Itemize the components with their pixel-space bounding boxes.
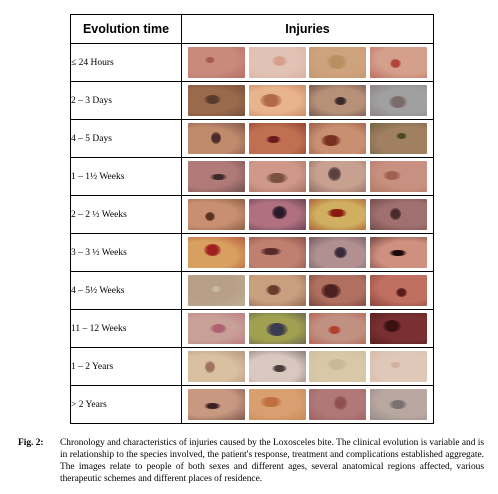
injury-photo	[249, 199, 306, 230]
lesion-mark	[383, 320, 401, 332]
injury-photo	[249, 47, 306, 78]
evolution-time-cell: 2 – 2 ½ Weeks	[71, 196, 182, 234]
lesion-mark	[396, 133, 407, 139]
lesion-mark	[266, 285, 281, 295]
table-row	[71, 234, 434, 272]
injury-photo	[188, 275, 245, 306]
table-row	[71, 272, 434, 310]
lesion-mark	[204, 244, 221, 256]
table-row	[71, 348, 434, 386]
injury-photo	[370, 199, 427, 230]
injury-photo	[309, 237, 366, 268]
table-row	[71, 386, 434, 424]
lesion-mark	[396, 288, 407, 297]
lesion-mark	[211, 132, 221, 144]
table-row	[71, 158, 434, 196]
lesion-mark	[211, 286, 221, 292]
injury-images-cell	[182, 310, 434, 348]
caption-label: Fig. 2:	[18, 438, 44, 448]
lesion-mark	[334, 247, 347, 258]
injury-images-cell	[182, 158, 434, 196]
injury-photo	[249, 85, 306, 116]
figure-caption	[18, 437, 484, 485]
lesion-mark	[266, 323, 288, 336]
lesion-mark	[321, 284, 341, 298]
lesion-mark	[210, 174, 227, 180]
injury-photo-strip	[182, 313, 433, 344]
lesion-mark	[260, 397, 282, 407]
lesion-mark	[204, 403, 221, 409]
injury-photo-strip	[182, 47, 433, 78]
lesion-mark	[321, 135, 341, 146]
injury-photo	[309, 389, 366, 420]
lesion-mark	[327, 209, 347, 217]
injury-photo	[309, 275, 366, 306]
injury-photo	[370, 351, 427, 382]
injury-photo	[188, 199, 245, 230]
lesion-mark	[260, 248, 282, 255]
injury-photo	[188, 389, 245, 420]
injury-photo	[188, 123, 245, 154]
injury-photo	[370, 275, 427, 306]
lesion-mark	[210, 324, 227, 333]
lesion-mark	[266, 173, 288, 183]
evolution-time-cell: 11 – 12 Weeks	[71, 310, 182, 348]
injury-photo	[249, 123, 306, 154]
header-injuries: Injuries	[182, 15, 434, 44]
injury-photo	[309, 351, 366, 382]
table-header-row	[71, 15, 434, 44]
lesion-mark	[389, 400, 407, 409]
evolution-time-cell: 1 – 1½ Weeks	[71, 158, 182, 196]
lesion-mark	[334, 396, 347, 410]
injury-photo	[188, 161, 245, 192]
injury-photo-strip	[182, 123, 433, 154]
injury-images-cell	[182, 82, 434, 120]
injury-photo	[309, 161, 366, 192]
lesion-mark	[272, 56, 287, 66]
injury-images-cell	[182, 348, 434, 386]
injury-photo	[370, 47, 427, 78]
evolution-time-cell: 2 – 3 Days	[71, 82, 182, 120]
lesion-mark	[205, 212, 215, 221]
lesion-mark	[327, 55, 347, 69]
injury-images-cell	[182, 234, 434, 272]
injury-photo	[309, 199, 366, 230]
injury-photo-strip	[182, 85, 433, 116]
injury-photo	[309, 123, 366, 154]
injury-photo	[188, 85, 245, 116]
injury-photo	[249, 313, 306, 344]
lesion-mark	[328, 326, 341, 334]
lesion-mark	[205, 57, 215, 63]
injury-photo	[370, 161, 427, 192]
lesion-mark	[205, 361, 215, 373]
lesion-mark	[204, 95, 221, 104]
evolution-time-cell: 4 – 5 Days	[71, 120, 182, 158]
lesion-mark	[272, 365, 287, 372]
injury-photo	[188, 313, 245, 344]
figure-table-container	[70, 14, 434, 422]
injury-photo	[249, 237, 306, 268]
injury-photo	[370, 85, 427, 116]
lesion-mark	[272, 206, 287, 219]
table-row	[71, 82, 434, 120]
table-body	[71, 44, 434, 424]
lesion-mark	[266, 136, 281, 143]
table-row	[71, 44, 434, 82]
injury-photo	[309, 47, 366, 78]
evolution-time-cell: ≤ 24 Hours	[71, 44, 182, 82]
injury-photo	[309, 85, 366, 116]
injury-photo	[249, 351, 306, 382]
lesion-mark	[334, 97, 347, 105]
injury-images-cell	[182, 272, 434, 310]
injury-images-cell	[182, 120, 434, 158]
evolution-time-cell: 1 – 2 Years	[71, 348, 182, 386]
injury-photo	[370, 123, 427, 154]
injury-photo	[188, 47, 245, 78]
injury-images-cell	[182, 386, 434, 424]
evolution-time-cell: 4 – 5½ Weeks	[71, 272, 182, 310]
injury-photo	[249, 161, 306, 192]
injury-photo	[370, 237, 427, 268]
injury-photo	[370, 313, 427, 344]
injury-images-cell	[182, 44, 434, 82]
header-evolution-time: Evolution time	[71, 15, 182, 44]
lesion-mark	[390, 59, 401, 68]
injury-photo	[249, 275, 306, 306]
injury-photo-strip	[182, 199, 433, 230]
lesion-mark	[389, 96, 407, 108]
injury-photo-strip	[182, 351, 433, 382]
lesion-mark	[383, 171, 401, 180]
lesion-mark	[389, 250, 407, 256]
injury-photo	[188, 237, 245, 268]
table-row	[71, 196, 434, 234]
evolution-time-cell: > 2 Years	[71, 386, 182, 424]
lesion-mark	[260, 94, 282, 107]
injury-images-cell	[182, 196, 434, 234]
injury-photo-strip	[182, 237, 433, 268]
lesion-mark	[328, 167, 341, 181]
injury-photo	[370, 389, 427, 420]
table-row	[71, 310, 434, 348]
table-row	[71, 120, 434, 158]
evolution-table	[70, 14, 434, 424]
injury-photo-strip	[182, 389, 433, 420]
lesion-mark	[390, 208, 401, 220]
lesion-mark	[390, 362, 401, 368]
injury-photo-strip	[182, 161, 433, 192]
injury-photo	[249, 389, 306, 420]
injury-photo	[309, 313, 366, 344]
injury-photo-strip	[182, 275, 433, 306]
caption-text: Chronology and characteristics of injuries caused by the Loxosceles bite. The clinical evolution is variable and is in relationship to the species involved, the patient's response, treatment and complications established aggregate. The images relate to people of both sexes and different ages, several anatomical regions affected, various therapeutic schemes and different places of residence.	[60, 438, 484, 484]
injury-photo	[188, 351, 245, 382]
lesion-mark	[327, 359, 347, 370]
evolution-time-cell: 3 – 3 ½ Weeks	[71, 234, 182, 272]
